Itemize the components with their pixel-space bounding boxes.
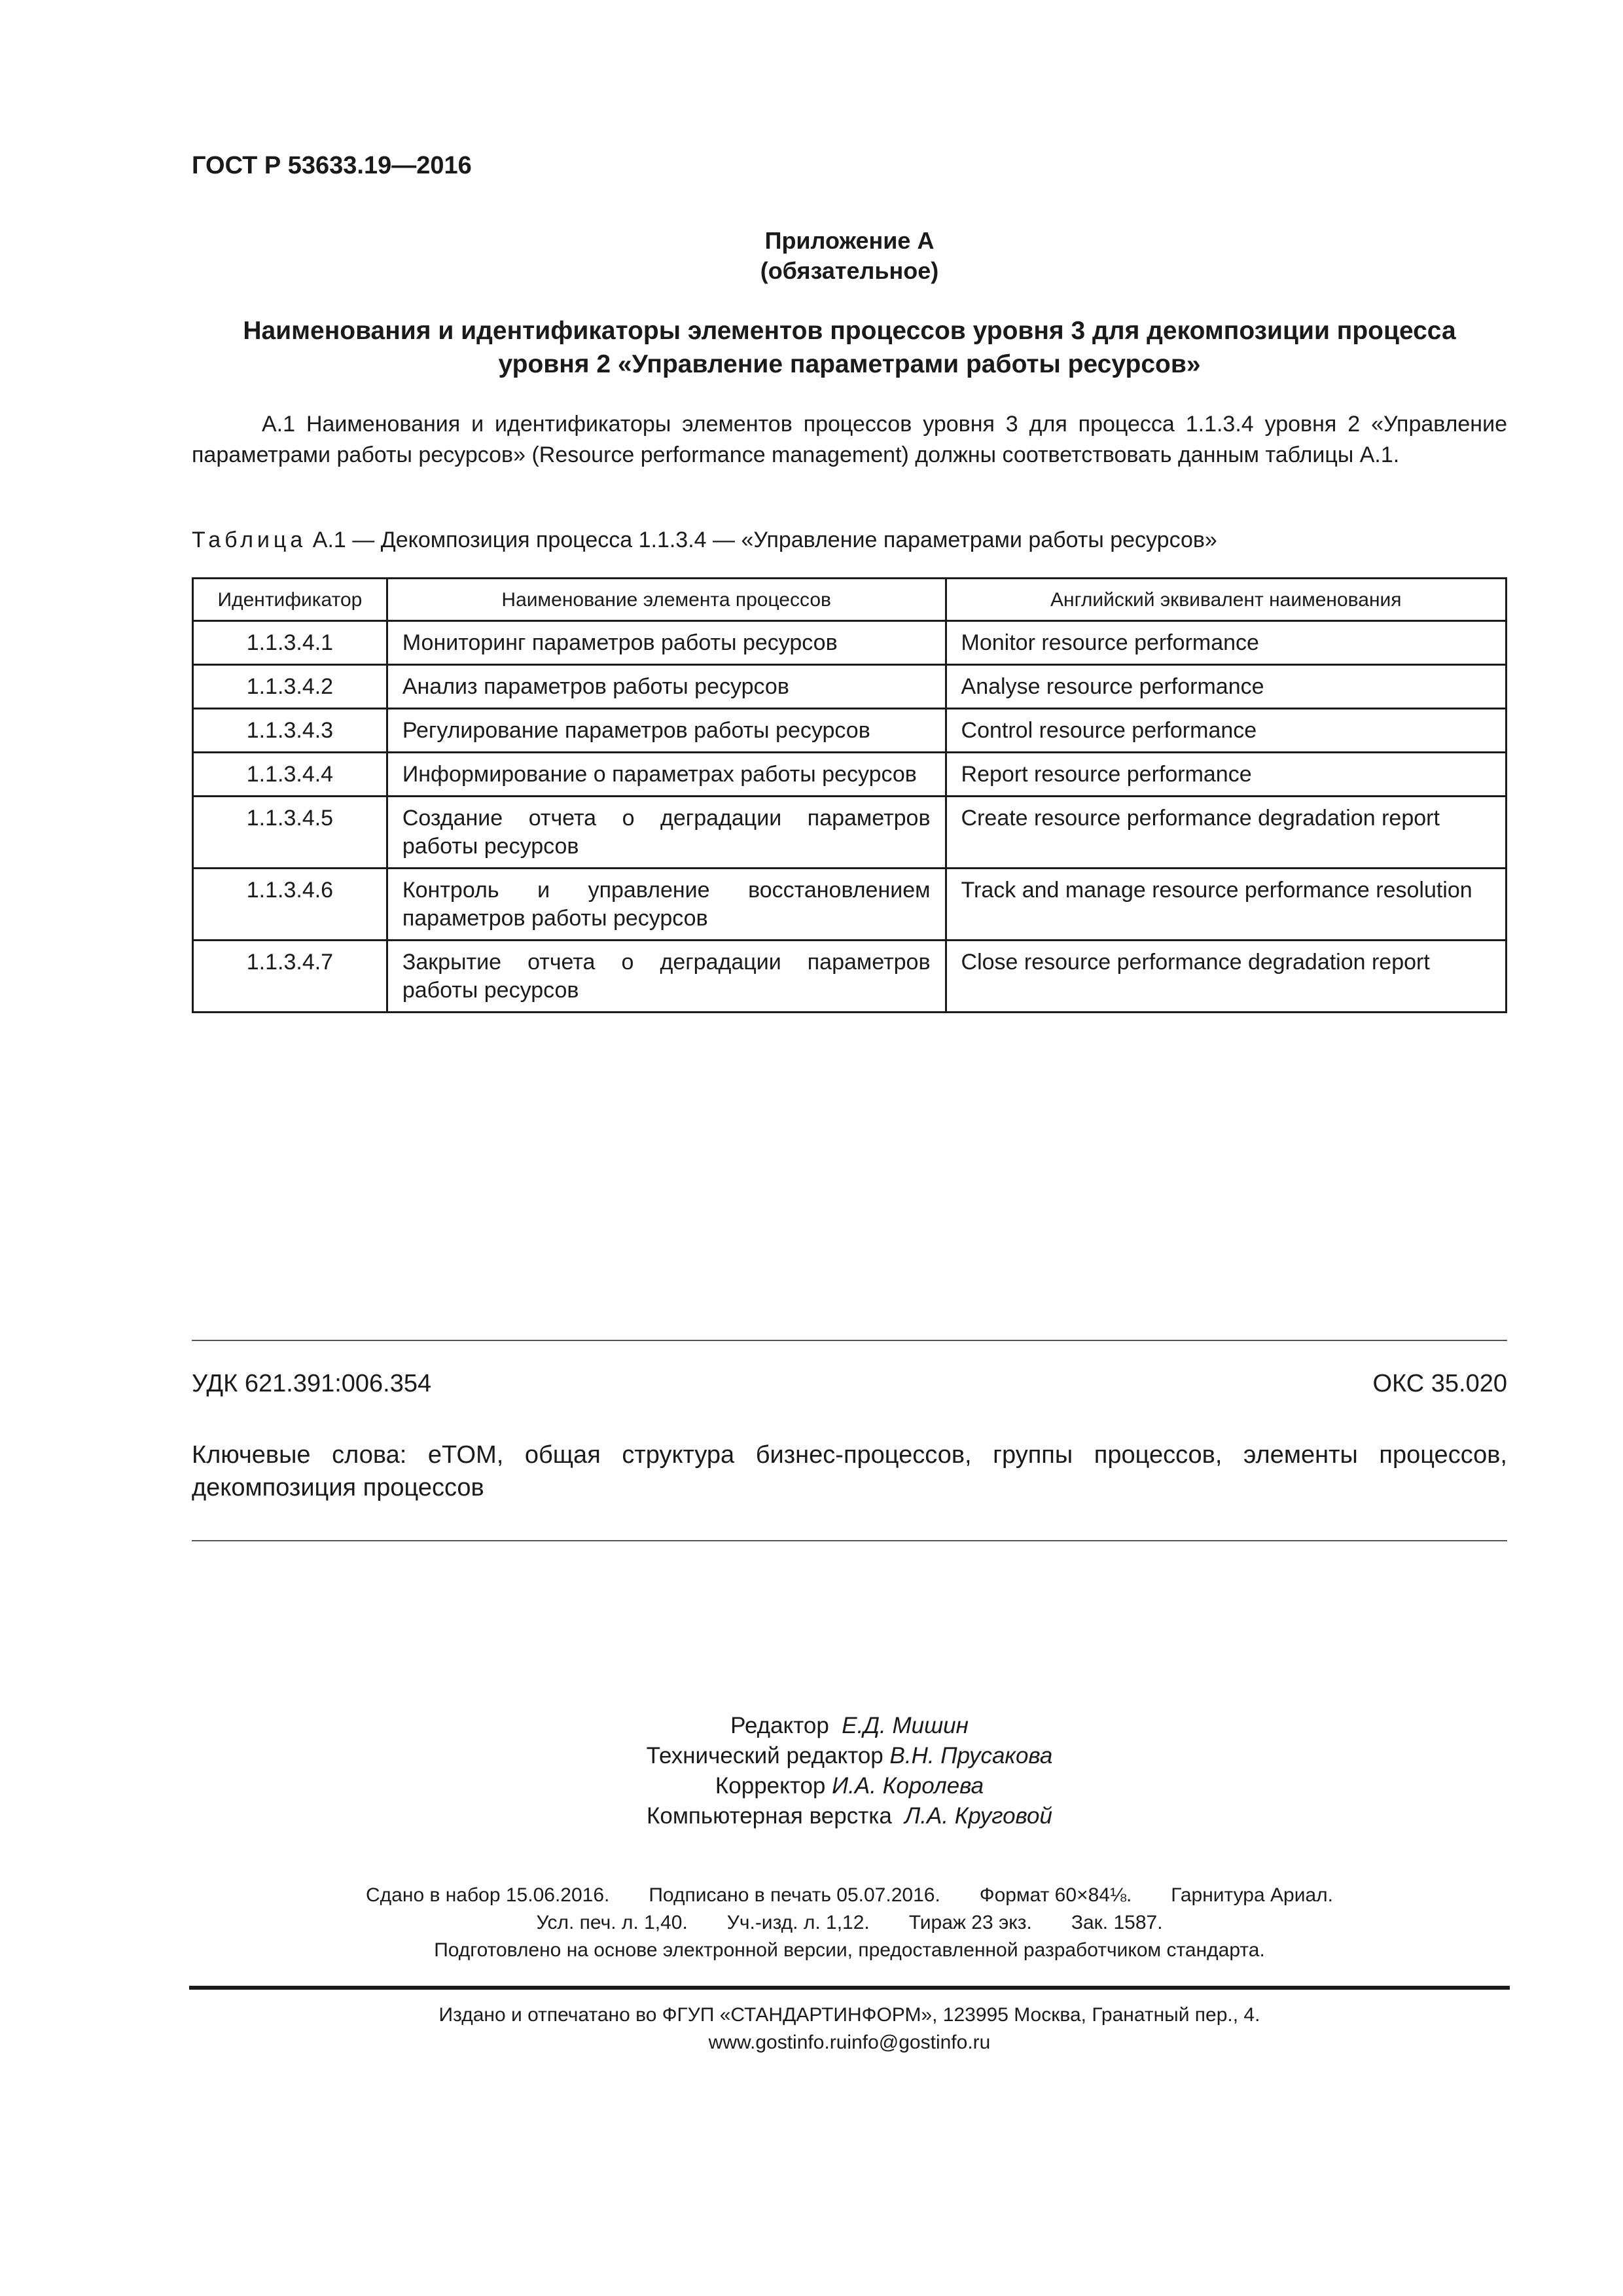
imprint-order: Зак. 1587. [1071,1912,1163,1933]
credit-person: Е.Д. Мишин [842,1713,969,1738]
table-row [193,753,1507,797]
imprint-line-2 [0,1909,1623,1937]
annex-title-line-1: Наименования и идентификаторы элементов процессов уровня 3 для декомпозиции процесса [243,317,1456,345]
imprint-format: Формат 60×84⅛. [979,1884,1132,1906]
table-row [193,709,1507,753]
table-caption-text: А.1 — Декомпозиция процесса 1.1.3.4 — «Управление параметрами работы ресурсов» [312,528,1217,552]
table-row [193,941,1507,1013]
annex-heading [0,226,1623,286]
imprint-print-sheets: Усл. печ. л. 1,40. [536,1912,688,1933]
oks-code: ОКС 35.020 [1372,1370,1507,1397]
credit-person: И.А. Королева [832,1773,984,1799]
publisher-divider [189,1986,1510,1990]
credit-role: Компьютерная верстка [646,1803,892,1829]
table-row [193,797,1507,869]
cell-name: Мониторинг параметров работы ресурсов [387,621,946,665]
imprint-signed: Подписано в печать 05.07.2016. [649,1884,940,1906]
imprint-line-1 [0,1882,1623,1909]
credit-role: Корректор [715,1773,826,1799]
table-row [193,665,1507,709]
body-paragraph: А.1 Наименования и идентификаторы элементов процессов уровня 3 для процесса 1.1.3.4 уровня 2 «Управление параметрами работы ресурсов» (Resource performance management) должны соответствовать данным таблицы А.1. [192,412,1507,467]
annex-title [192,314,1507,381]
divider-bottom [192,1540,1507,1541]
cell-identifier: 1.1.3.4.4 [193,753,387,797]
udk-code: УДК 621.391:006.354 [192,1370,432,1397]
keywords: Ключевые слова: eTOM, общая структура бизнес-процессов, группы процессов, элементы процессов, декомпозиция процессов [192,1441,1507,1501]
column-header-name: Наименование элемента процессов [387,579,946,621]
cell-name: Анализ параметров работы ресурсов [387,665,946,709]
credit-role: Технический редактор [646,1743,883,1768]
table-row [193,869,1507,941]
publisher-email-link[interactable]: info@gostinfo.ru [847,2032,991,2053]
credit-person: В.Н. Прусакова [889,1743,1053,1768]
divider-top [192,1340,1507,1341]
cell-name: Контроль и управление восстановлением параметров работы ресурсов [387,869,946,941]
imprint-sent: Сдано в набор 15.06.2016. [366,1884,610,1906]
cell-name: Закрытие отчета о деградации параметров работы ресурсов [387,941,946,1013]
cell-english: Create resource performance degradation report [946,797,1506,869]
credit-person: Л.А. Круговой [904,1803,1052,1829]
cell-name: Информирование о параметрах работы ресурсов [387,753,946,797]
credit-line [0,1801,1623,1831]
imprint-prepared: Подготовлено на основе электронной версии, предоставленной разработчиком стандарта. [434,1939,1265,1961]
imprint-pub-sheets: Уч.-изд. л. 1,12. [726,1912,870,1933]
cell-english: Control resource performance [946,709,1506,753]
publisher-site-link[interactable]: www.gostinfo.ru [708,2032,847,2053]
cell-identifier: 1.1.3.4.3 [193,709,387,753]
credit-line [0,1771,1623,1801]
cell-english: Monitor resource performance [946,621,1506,665]
imprint-font: Гарнитура Ариал. [1171,1884,1333,1906]
annex-label: Приложение А [764,227,935,254]
document-code: ГОСТ Р 53633.19—2016 [192,152,472,179]
cell-english: Track and manage resource performance resolution [946,869,1506,941]
cell-identifier: 1.1.3.4.2 [193,665,387,709]
imprint-run: Тираж 23 экз. [908,1912,1032,1933]
cell-english: Analyse resource performance [946,665,1506,709]
cell-name: Регулирование параметров работы ресурсов [387,709,946,753]
cell-name: Создание отчета о деградации параметров работы ресурсов [387,797,946,869]
credit-role: Редактор [730,1713,829,1738]
table-row [193,621,1507,665]
publisher-line: Издано и отпечатано во ФГУП «СТАНДАРТИНФОРМ», 123995 Москва, Гранатный пер., 4. [438,2004,1260,2026]
annex-title-line-2: уровня 2 «Управление параметрами работы ресурсов» [498,350,1201,378]
cell-identifier: 1.1.3.4.7 [193,941,387,1013]
column-header-identifier: Идентификатор [193,579,387,621]
table-caption [192,528,1217,553]
column-header-english: Английский эквивалент наименования [946,579,1506,621]
credit-line [0,1711,1623,1741]
cell-english: Report resource performance [946,753,1506,797]
publisher-contacts [0,2029,1623,2056]
table-caption-prefix: Таблица [192,528,307,552]
decomposition-table [192,577,1507,1013]
credit-line [0,1741,1623,1771]
cell-identifier: 1.1.3.4.6 [193,869,387,941]
publisher-block [0,2001,1623,2056]
table-header-row [193,579,1507,621]
credits-block [0,1711,1623,1831]
annex-status: (обязательное) [760,257,939,284]
imprint-block [0,1882,1623,1964]
cell-identifier: 1.1.3.4.5 [193,797,387,869]
cell-english: Close resource performance degradation report [946,941,1506,1013]
cell-identifier: 1.1.3.4.1 [193,621,387,665]
